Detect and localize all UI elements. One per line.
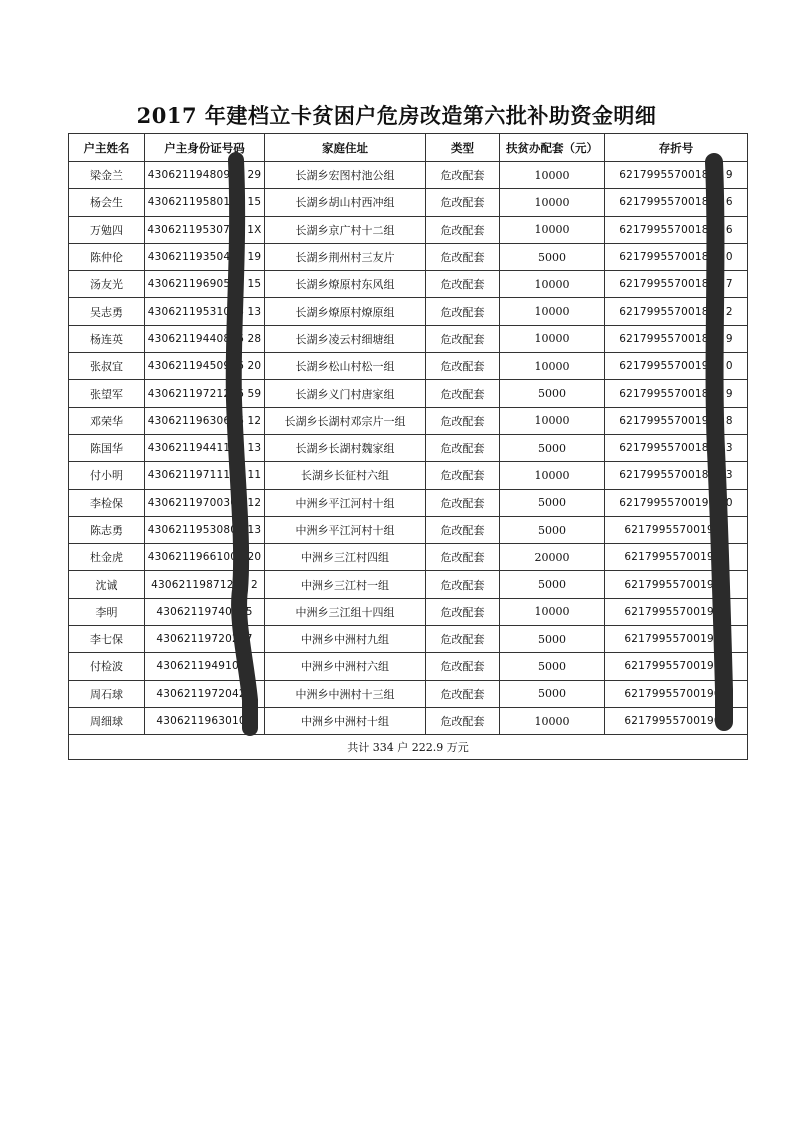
type-cell: 危改配套 [426,680,500,707]
table-row [69,598,748,625]
id-number-cell: 43062119350426 19 [145,243,265,270]
owner-name-cell: 周石球 [69,680,145,707]
owner-name-cell: 李七保 [69,626,145,653]
amount-cell: 10000 [500,298,605,325]
amount-cell: 10000 [500,407,605,434]
address-cell: 长湖乡京广村十二组 [265,216,426,243]
owner-name-cell: 付检波 [69,653,145,680]
id-number-cell: 43062119440806 28 [145,325,265,352]
amount-cell: 10000 [500,707,605,734]
table-row [69,434,748,461]
id-number-cell: 43062119700306 12 [145,489,265,516]
amount-cell: 5000 [500,489,605,516]
type-cell: 危改配套 [426,653,500,680]
amount-cell: 5000 [500,571,605,598]
id-number-cell: 43062119480916 29 [145,162,265,189]
id-number-cell: 43062119580106 15 [145,189,265,216]
amount-cell: 20000 [500,544,605,571]
amount-cell: 10000 [500,216,605,243]
owner-name-cell: 付小明 [69,462,145,489]
table-row [69,380,748,407]
header-name: 户主姓名 [69,134,145,162]
amount-cell: 10000 [500,462,605,489]
id-number-cell: 43062119720427 [145,680,265,707]
address-cell: 长湖乡长征村六组 [265,462,426,489]
header-address: 家庭住址 [265,134,426,162]
header-id: 户主身份证号码 [145,134,265,162]
type-cell: 危改配套 [426,380,500,407]
amount-cell: 5000 [500,380,605,407]
table-row [69,544,748,571]
account-number-cell: 621799557001861 0 [605,243,748,270]
address-cell: 中洲乡平江河村十组 [265,516,426,543]
address-cell: 长湖乡凌云村细塘组 [265,325,426,352]
account-number-cell: 621799557001861 9 [605,162,748,189]
address-cell: 中洲乡三江村一组 [265,571,426,598]
id-number-cell: 43062119441106 13 [145,434,265,461]
table-row [69,298,748,325]
table-row [69,407,748,434]
id-number-cell: 43062119720217 [145,626,265,653]
account-number-cell: 621799557001904 [605,571,748,598]
owner-name-cell: 张叔宜 [69,353,145,380]
owner-name-cell: 梁金兰 [69,162,145,189]
amount-cell: 10000 [500,162,605,189]
table-row [69,653,748,680]
address-cell: 中洲乡三江村四组 [265,544,426,571]
owner-name-cell: 陈国华 [69,434,145,461]
owner-name-cell: 杜金虎 [69,544,145,571]
table-row [69,271,748,298]
account-number-cell: 621799557001861 9 [605,380,748,407]
account-number-cell: 621799557001861 2 [605,298,748,325]
header-row [69,134,748,162]
type-cell: 危改配套 [426,216,500,243]
owner-name-cell: 李明 [69,598,145,625]
table-row [69,626,748,653]
account-number-cell: 621799557001861 6 [605,216,748,243]
account-number-cell: 621799557001904 [605,680,748,707]
type-cell: 危改配套 [426,298,500,325]
subsidy-table [68,133,748,760]
amount-cell: 5000 [500,516,605,543]
type-cell: 危改配套 [426,243,500,270]
id-number-cell: 43062119530806 13 [145,516,265,543]
table-row [69,325,748,352]
table-row [69,162,748,189]
id-number-cell: 43062119690526 15 [145,271,265,298]
table-row [69,489,748,516]
table-row [69,462,748,489]
id-number-cell: 43062119711106 11 [145,462,265,489]
account-number-cell: 621799557001861 9 [605,325,748,352]
type-cell: 危改配套 [426,571,500,598]
owner-name-cell: 万勉四 [69,216,145,243]
amount-cell: 10000 [500,353,605,380]
account-number-cell: 621799557001907 0 [605,353,748,380]
account-number-cell: 621799557001861 3 [605,462,748,489]
amount-cell: 10000 [500,325,605,352]
address-cell: 长湖乡胡山村西冲组 [265,189,426,216]
account-number-cell: 621799557001904 [605,516,748,543]
total-row [69,735,748,760]
owner-name-cell: 陈仲伦 [69,243,145,270]
owner-name-cell: 汤友光 [69,271,145,298]
table-row [69,216,748,243]
amount-cell: 5000 [500,680,605,707]
amount-cell: 5000 [500,653,605,680]
owner-name-cell: 周细球 [69,707,145,734]
owner-name-cell: 陈志勇 [69,516,145,543]
amount-cell: 5000 [500,243,605,270]
type-cell: 危改配套 [426,489,500,516]
account-number-cell: 621799557001904 [605,544,748,571]
account-number-cell: 621799557001861 3 [605,434,748,461]
type-cell: 危改配套 [426,162,500,189]
table-row [69,353,748,380]
address-cell: 长湖乡燎原村燎原组 [265,298,426,325]
address-cell: 中洲乡中洲村六组 [265,653,426,680]
amount-cell: 10000 [500,189,605,216]
type-cell: 危改配套 [426,271,500,298]
type-cell: 危改配套 [426,189,500,216]
address-cell: 长湖乡长湖村邓宗片一组 [265,407,426,434]
address-cell: 长湖乡义门村唐家组 [265,380,426,407]
id-number-cell: 43062119491015 [145,653,265,680]
id-number-cell: 43062119721226 59 [145,380,265,407]
account-number-cell: 621799557001904 [605,707,748,734]
owner-name-cell: 李检保 [69,489,145,516]
amount-cell: 10000 [500,598,605,625]
address-cell: 中洲乡三江组十四组 [265,598,426,625]
address-cell: 长湖乡宏图村池公组 [265,162,426,189]
id-number-cell: 43062119740505 [145,598,265,625]
account-number-cell: 621799557001904 [605,653,748,680]
amount-cell: 10000 [500,271,605,298]
owner-name-cell: 沈诚 [69,571,145,598]
table-row [69,571,748,598]
owner-name-cell: 杨连英 [69,325,145,352]
type-cell: 危改配套 [426,516,500,543]
table-row [69,243,748,270]
document-title: 2017 年建档立卡贫困户危房改造第六批补助资金明细 [136,103,657,128]
id-number-cell: 43062119530716 1X [145,216,265,243]
address-cell: 中洲乡中洲村九组 [265,626,426,653]
type-cell: 危改配套 [426,598,500,625]
type-cell: 危改配套 [426,407,500,434]
total-text: 共计 334 户 222.9 万元 [69,735,748,760]
id-number-cell: 43062119871201 2 [145,571,265,598]
address-cell: 长湖乡长湖村魏家组 [265,434,426,461]
table-row [69,707,748,734]
address-cell: 中洲乡中洲村十三组 [265,680,426,707]
owner-name-cell: 杨会生 [69,189,145,216]
address-cell: 长湖乡荆州村三友片 [265,243,426,270]
header-amount: 扶贫办配套（元） [500,134,605,162]
address-cell: 长湖乡松山村松一组 [265,353,426,380]
address-cell: 中洲乡平江河村十组 [265,489,426,516]
id-number-cell: 43062119661006 20 [145,544,265,571]
header-type: 类型 [426,134,500,162]
id-number-cell: 43062119450906 20 [145,353,265,380]
header-account: 存折号 [605,134,748,162]
type-cell: 危改配套 [426,544,500,571]
account-number-cell: 621799557001904 0 [605,489,748,516]
type-cell: 危改配套 [426,626,500,653]
address-cell: 长湖乡燎原村东风组 [265,271,426,298]
table-row [69,680,748,707]
owner-name-cell: 张望军 [69,380,145,407]
id-number-cell: 43062119630606 12 [145,407,265,434]
account-number-cell: 621799557001904 [605,598,748,625]
type-cell: 危改配套 [426,707,500,734]
type-cell: 危改配套 [426,325,500,352]
type-cell: 危改配套 [426,434,500,461]
id-number-cell: 43062119630102 [145,707,265,734]
amount-cell: 5000 [500,626,605,653]
type-cell: 危改配套 [426,353,500,380]
id-number-cell: 43062119531026 13 [145,298,265,325]
owner-name-cell: 邓荣华 [69,407,145,434]
table-row [69,516,748,543]
account-number-cell: 621799557001861 7 [605,271,748,298]
account-number-cell: 621799557001907 8 [605,407,748,434]
account-number-cell: 621799557001861 6 [605,189,748,216]
table-row [69,189,748,216]
amount-cell: 5000 [500,434,605,461]
address-cell: 中洲乡中洲村十组 [265,707,426,734]
account-number-cell: 621799557001904 [605,626,748,653]
owner-name-cell: 吴志勇 [69,298,145,325]
type-cell: 危改配套 [426,462,500,489]
